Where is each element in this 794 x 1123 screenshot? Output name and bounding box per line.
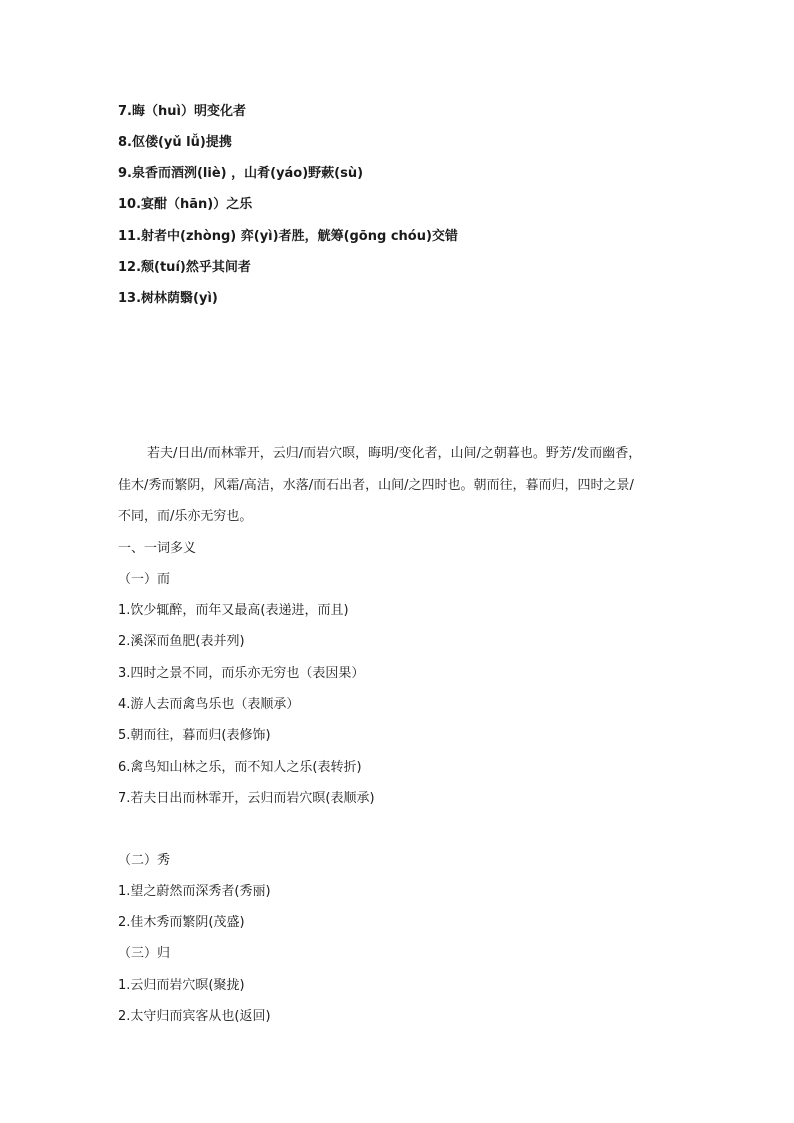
list-item: 1.云归而岩穴暝(聚拢) [118, 978, 245, 993]
vocab-item: 13.树林荫翳(yì) [118, 291, 218, 306]
list-item: 2.溪深而鱼肥(表并列) [118, 634, 245, 649]
list-item: 4.游人去而禽鸟乐也（表顺承） [118, 697, 300, 712]
passage-line: 若夫/日出/而林霏开，云归/而岩穴暝，晦明/变化者，山间/之朝暮也。野芳/发而幽香， [147, 446, 642, 461]
group-heading: （一）而 [118, 572, 171, 587]
list-item: 1.饮少辄醉，而年又最高(表递进，而且) [118, 603, 349, 618]
list-item: 5.朝而往，暮而归(表修饰) [118, 728, 271, 743]
section-title: 一、一词多义 [118, 541, 197, 556]
list-item: 6.禽鸟知山林之乐，而不知人之乐(表转折) [118, 760, 362, 775]
passage-line: 佳木/秀而繁阴，风霜/高洁，水落/而石出者，山间/之四时也。朝而往，暮而归，四时之景/ [118, 478, 634, 493]
vocab-item: 8.伛偻(yǔ lǚ)提携 [118, 135, 232, 150]
vocab-item: 7.晦（huì）明变化者 [118, 104, 246, 119]
list-item: 3.四时之景不同，而乐亦无穷也（表因果） [118, 666, 365, 681]
list-item: 7.若夫日出而林霏开，云归而岩穴暝(表顺承) [118, 791, 375, 806]
group-heading: （二）秀 [118, 853, 171, 868]
list-item: 1.望之蔚然而深秀者(秀丽) [118, 884, 271, 899]
vocab-item: 9.泉香而酒洌(liè) ，山肴(yáo)野蔌(sù) [118, 166, 364, 181]
vocab-item: 10.宴酣（hān)）之乐 [118, 197, 253, 212]
list-item: 2.佳木秀而繁阴(茂盛) [118, 915, 245, 930]
list-item: 2.太守归而宾客从也(返回) [118, 1009, 271, 1024]
passage-line: 不同，而/乐亦无穷也。 [118, 509, 253, 524]
vocab-item: 11.射者中(zhòng) 弈(yì)者胜，觥筹(gōng chóu)交错 [118, 229, 458, 244]
group-heading: （三）归 [118, 946, 171, 961]
vocab-item: 12.颓(tuí)然乎其间者 [118, 260, 251, 275]
